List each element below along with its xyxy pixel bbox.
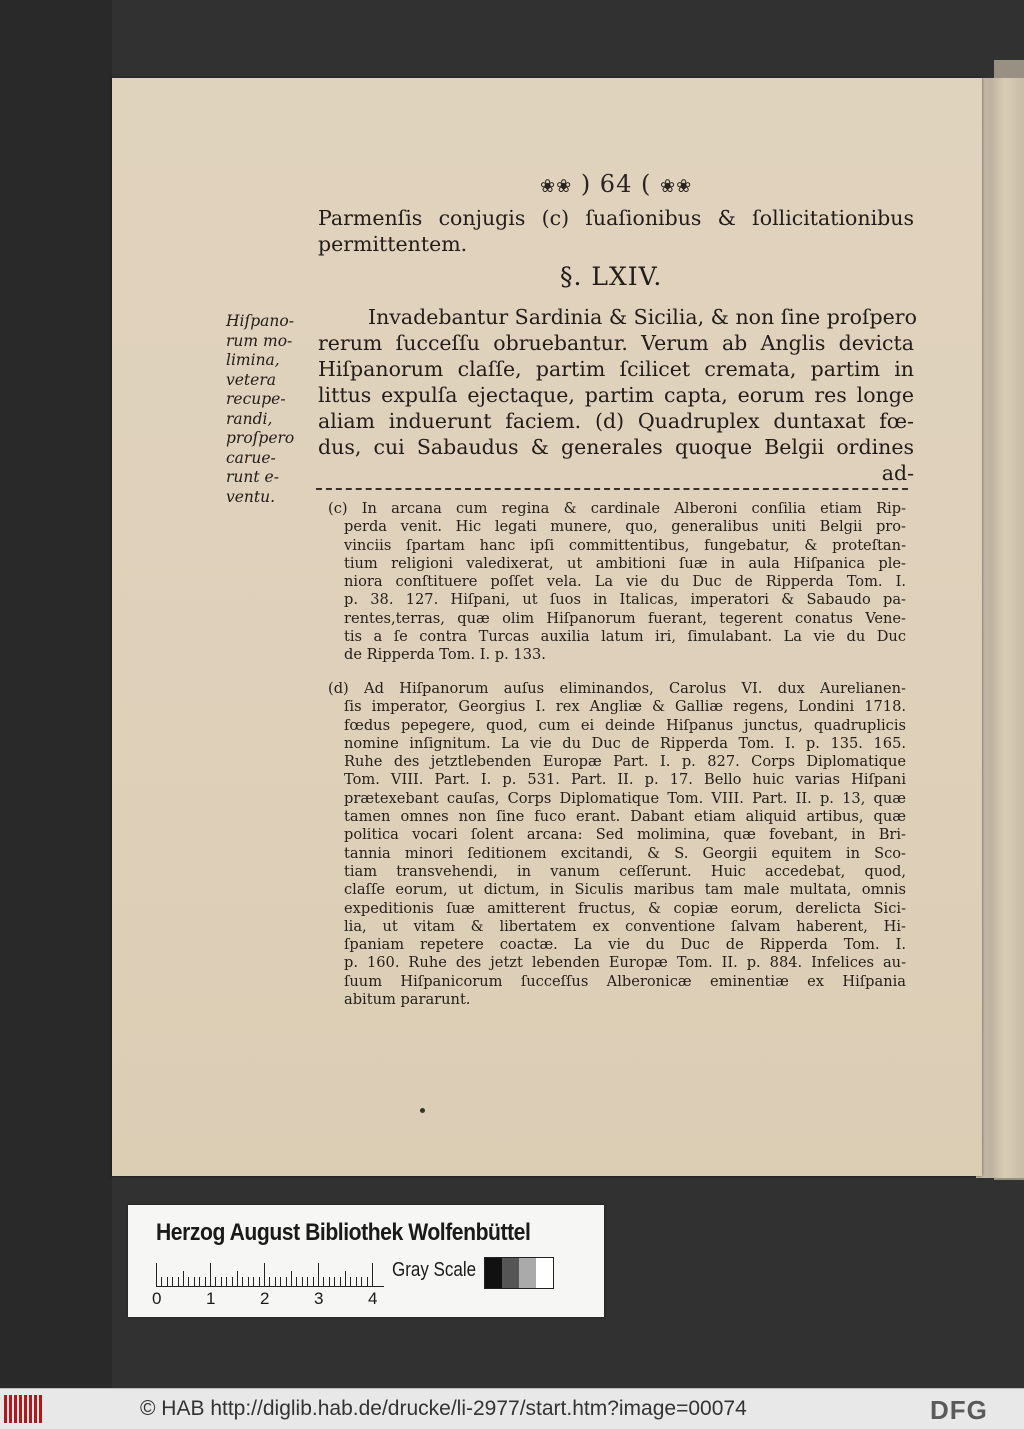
margin-line: runt e-	[226, 468, 279, 486]
margin-line: ventu.	[226, 487, 276, 506]
ruler-tick	[226, 1277, 227, 1287]
footnote-line: nomine inſignitum. La vie du Duc de Ripperda Tom. I. p. 135. 165.	[344, 734, 906, 752]
ruler-tick	[340, 1277, 341, 1287]
paper-speck	[420, 1108, 425, 1113]
margin-note	[226, 312, 316, 507]
ruler-tick	[329, 1277, 330, 1287]
ruler-number: 3	[314, 1289, 324, 1308]
gray-swatch	[536, 1258, 553, 1288]
footnote-line: ſuum Hiſpanicorum ſucceſſus Alberonicæ eminentiæ ex Hiſpania	[344, 972, 906, 990]
footnote-line: (c) In arcana cum regina & cardinale Alberoni conſilia etiam Rip-	[328, 500, 906, 517]
ruler-tick	[167, 1277, 168, 1287]
copyright-link[interactable]: © HAB http://diglib.hab.de/drucke/li-2977/start.htm?image=00074	[140, 1397, 747, 1420]
text-line: Hiſpanorum claſſe, partim ſcilicet cremata, partim in	[318, 357, 914, 381]
ruler-tick	[205, 1277, 206, 1287]
ruler-tick	[242, 1277, 243, 1287]
footnote-line: tiam transvehendi, in vanum ceſſerunt. Huic accedebat, quod,	[344, 862, 906, 880]
footnote-line: Ruhe des jetztlebenden Europæ Part. I. p. 827. Corps Diplomatique	[344, 753, 906, 771]
ruler-tick	[291, 1271, 292, 1287]
footnote-line: claſſe eorum, ut dictum, in Siculis maribus tam male multata, omnis	[344, 881, 906, 899]
margin-line: carue-	[226, 448, 276, 467]
page-number: ) 64 (	[580, 170, 652, 198]
footnote-line: tamen omnes non ſine fuco erant. Dabant etiam aliquid artibus, quæ	[344, 808, 906, 826]
text-line: Invadebantur Sardinia & Sicilia, & non ſine proſpero	[368, 305, 917, 329]
margin-line: recupe-	[226, 390, 286, 408]
ruler-tick	[248, 1277, 249, 1287]
ruler-tick	[318, 1263, 319, 1287]
margin-line: proſpero	[226, 429, 295, 447]
footnote-line: politica vocari ſolent arcana: Sed molimina, quæ fovebant, in Bri-	[344, 826, 906, 844]
continued-paragraph	[318, 205, 914, 257]
text-line: Parmenſis conjugis (c) ſuaſionibus & ſollicitationibus	[318, 206, 914, 230]
library-title: Herzog August Bibliothek Wolfenbüttel	[156, 1219, 531, 1246]
footnote-line: ſpaniam repetere coactæ. La vie du Duc de Ripperda Tom. I.	[344, 936, 906, 954]
ruler-tick	[296, 1277, 297, 1287]
footnote-line: de Ripperda Tom. I. p. 133.	[344, 646, 546, 664]
footnote-line: expeditionis ſuæ amitterent fructus, & copiæ eorum, derelicta Sici-	[344, 899, 906, 917]
ruler-tick	[221, 1277, 222, 1287]
ornament-left-icon: ❀❀	[540, 176, 573, 197]
ruler-tick	[183, 1271, 184, 1287]
text-line: dus, cui Sabaudus & generales quoque Belgii ordines	[318, 435, 914, 459]
ruler-tick	[361, 1277, 362, 1287]
gray-swatch	[485, 1258, 502, 1288]
footnote-line: perda venit. Hic legati munere, quo, generalibus uniti Belgii pro-	[344, 518, 906, 536]
footnote-d	[328, 680, 906, 1009]
gray-swatch	[502, 1258, 519, 1288]
ruler-tick	[215, 1277, 216, 1287]
ruler-tick	[172, 1277, 173, 1287]
footnote-separator	[316, 488, 908, 490]
scale-ruler	[156, 1261, 384, 1287]
library-label	[128, 1205, 604, 1317]
ornament-right-icon: ❀❀	[659, 176, 693, 197]
ruler-tick	[350, 1277, 351, 1287]
ruler-tick	[161, 1277, 162, 1287]
hab-logo-icon	[4, 1395, 44, 1423]
footnote-line: vinciis ſpartam hanc ipſi committentibus, fungebatur, & proteſtan-	[344, 536, 906, 554]
ruler-tick	[286, 1277, 287, 1287]
ruler-tick	[372, 1263, 373, 1287]
footnote-line: prætexebant cauſas, Corps Diplomatique Tom. VIII. Part. II. p. 13, quæ	[344, 789, 906, 807]
ruler-tick	[334, 1277, 335, 1287]
footnote-line: p. 38. 127. Hiſpani, ut ſuos in Italicas, imperatori & Sabaudo pa-	[344, 591, 906, 609]
ruler-number: 1	[206, 1289, 216, 1308]
margin-line: randi,	[226, 409, 273, 428]
footnote-line: tis a ſe contra Turcas auxilia latum iri, ſimulabant. La vie du Duc	[344, 628, 906, 646]
ruler-tick	[269, 1277, 270, 1287]
footnote-line: tannia minori ſeditionem excitandi, & S. Georgii equitem in Sco-	[344, 844, 906, 862]
ruler-tick	[188, 1277, 189, 1287]
ruler-tick	[237, 1271, 238, 1287]
ruler-tick	[232, 1277, 233, 1287]
footnote-line: Tom. VIII. Part. I. p. 531. Part. II. p. 17. Bello huic varias Hiſpani	[344, 771, 906, 789]
gray-swatch	[519, 1258, 536, 1288]
text-line: aliam induerunt faciem. (d) Quadruplex duntaxat fœ-	[318, 409, 914, 433]
ruler-number: 4	[368, 1289, 378, 1308]
footnote-line: abitum pararunt.	[344, 991, 471, 1009]
footer-bar	[0, 1388, 1024, 1429]
ruler-tick	[275, 1277, 276, 1287]
gray-scale-label: Gray Scale	[392, 1259, 477, 1281]
scan-background-left	[0, 0, 112, 1388]
ruler-tick	[253, 1277, 254, 1287]
footnote-line: (d) Ad Hiſpanorum auſus eliminandos, Carolus VI. dux Aurelianen-	[328, 680, 906, 697]
footnote-line: niora conſtituere poſſet vela. La vie du Duc de Ripperda Tom. I.	[344, 573, 906, 591]
ruler-number: 0	[152, 1289, 162, 1308]
footnote-line: lia, ut vitam & libertatem ex conventione ſalvam haberent, Hi-	[344, 917, 906, 935]
margin-line: limina,	[226, 351, 280, 369]
footnote-line: rentes,terras, quæ olim Hiſpanorum fuerant, tegerent conatus Vene-	[344, 609, 906, 627]
footnote-line: p. 160. Ruhe des jetzt lebenden Europæ Tom. II. p. 884. Infelices au-	[344, 954, 906, 972]
catchword: ad-	[881, 461, 914, 485]
ruler-tick	[264, 1263, 265, 1287]
footnote-line: ſis imperator, Georgius I. rex Angliæ & Galliæ regens, Londini 1718.	[344, 698, 906, 716]
ruler-number: 2	[260, 1289, 270, 1308]
text-line: permittentem.	[318, 232, 468, 256]
ruler-tick	[199, 1277, 200, 1287]
ruler-tick	[210, 1263, 211, 1287]
ruler-tick	[156, 1263, 157, 1287]
ruler-tick	[356, 1277, 357, 1287]
margin-line: rum mo-	[226, 331, 293, 350]
ruler-tick	[313, 1277, 314, 1287]
ruler-tick	[345, 1271, 346, 1287]
ruler-tick	[302, 1277, 303, 1287]
page-header	[540, 170, 740, 198]
section-paragraph	[318, 304, 917, 486]
dfg-logo: DFG	[930, 1395, 988, 1425]
text-line: rerum ſucceſſu obruebantur. Verum ab Anglis devicta	[318, 331, 914, 355]
ruler-tick	[178, 1277, 179, 1287]
ruler-tick	[307, 1277, 308, 1287]
gray-scale-swatches	[484, 1257, 554, 1289]
footnote-line: fœdus pepegere, quod, cum ei deinde Hiſpanus junctus, quadruplicis	[344, 716, 906, 734]
page-edge	[976, 78, 1024, 1178]
margin-line: vetera	[226, 370, 276, 389]
ruler-tick	[280, 1277, 281, 1287]
ruler-tick	[194, 1277, 195, 1287]
margin-line: Hiſpano-	[226, 312, 294, 330]
footnote-c	[328, 500, 906, 665]
ruler-tick	[367, 1277, 368, 1287]
text-line: littus expulſa ejectaque, partim capta, eorum res longe	[318, 383, 914, 407]
section-heading: §. LXIV.	[560, 262, 663, 291]
footnote-line: tium religioni valedixerat, ut ambitioni ſuæ in aula Hiſpanica ple-	[344, 554, 906, 572]
ruler-tick	[259, 1277, 260, 1287]
ruler-tick	[323, 1277, 324, 1287]
